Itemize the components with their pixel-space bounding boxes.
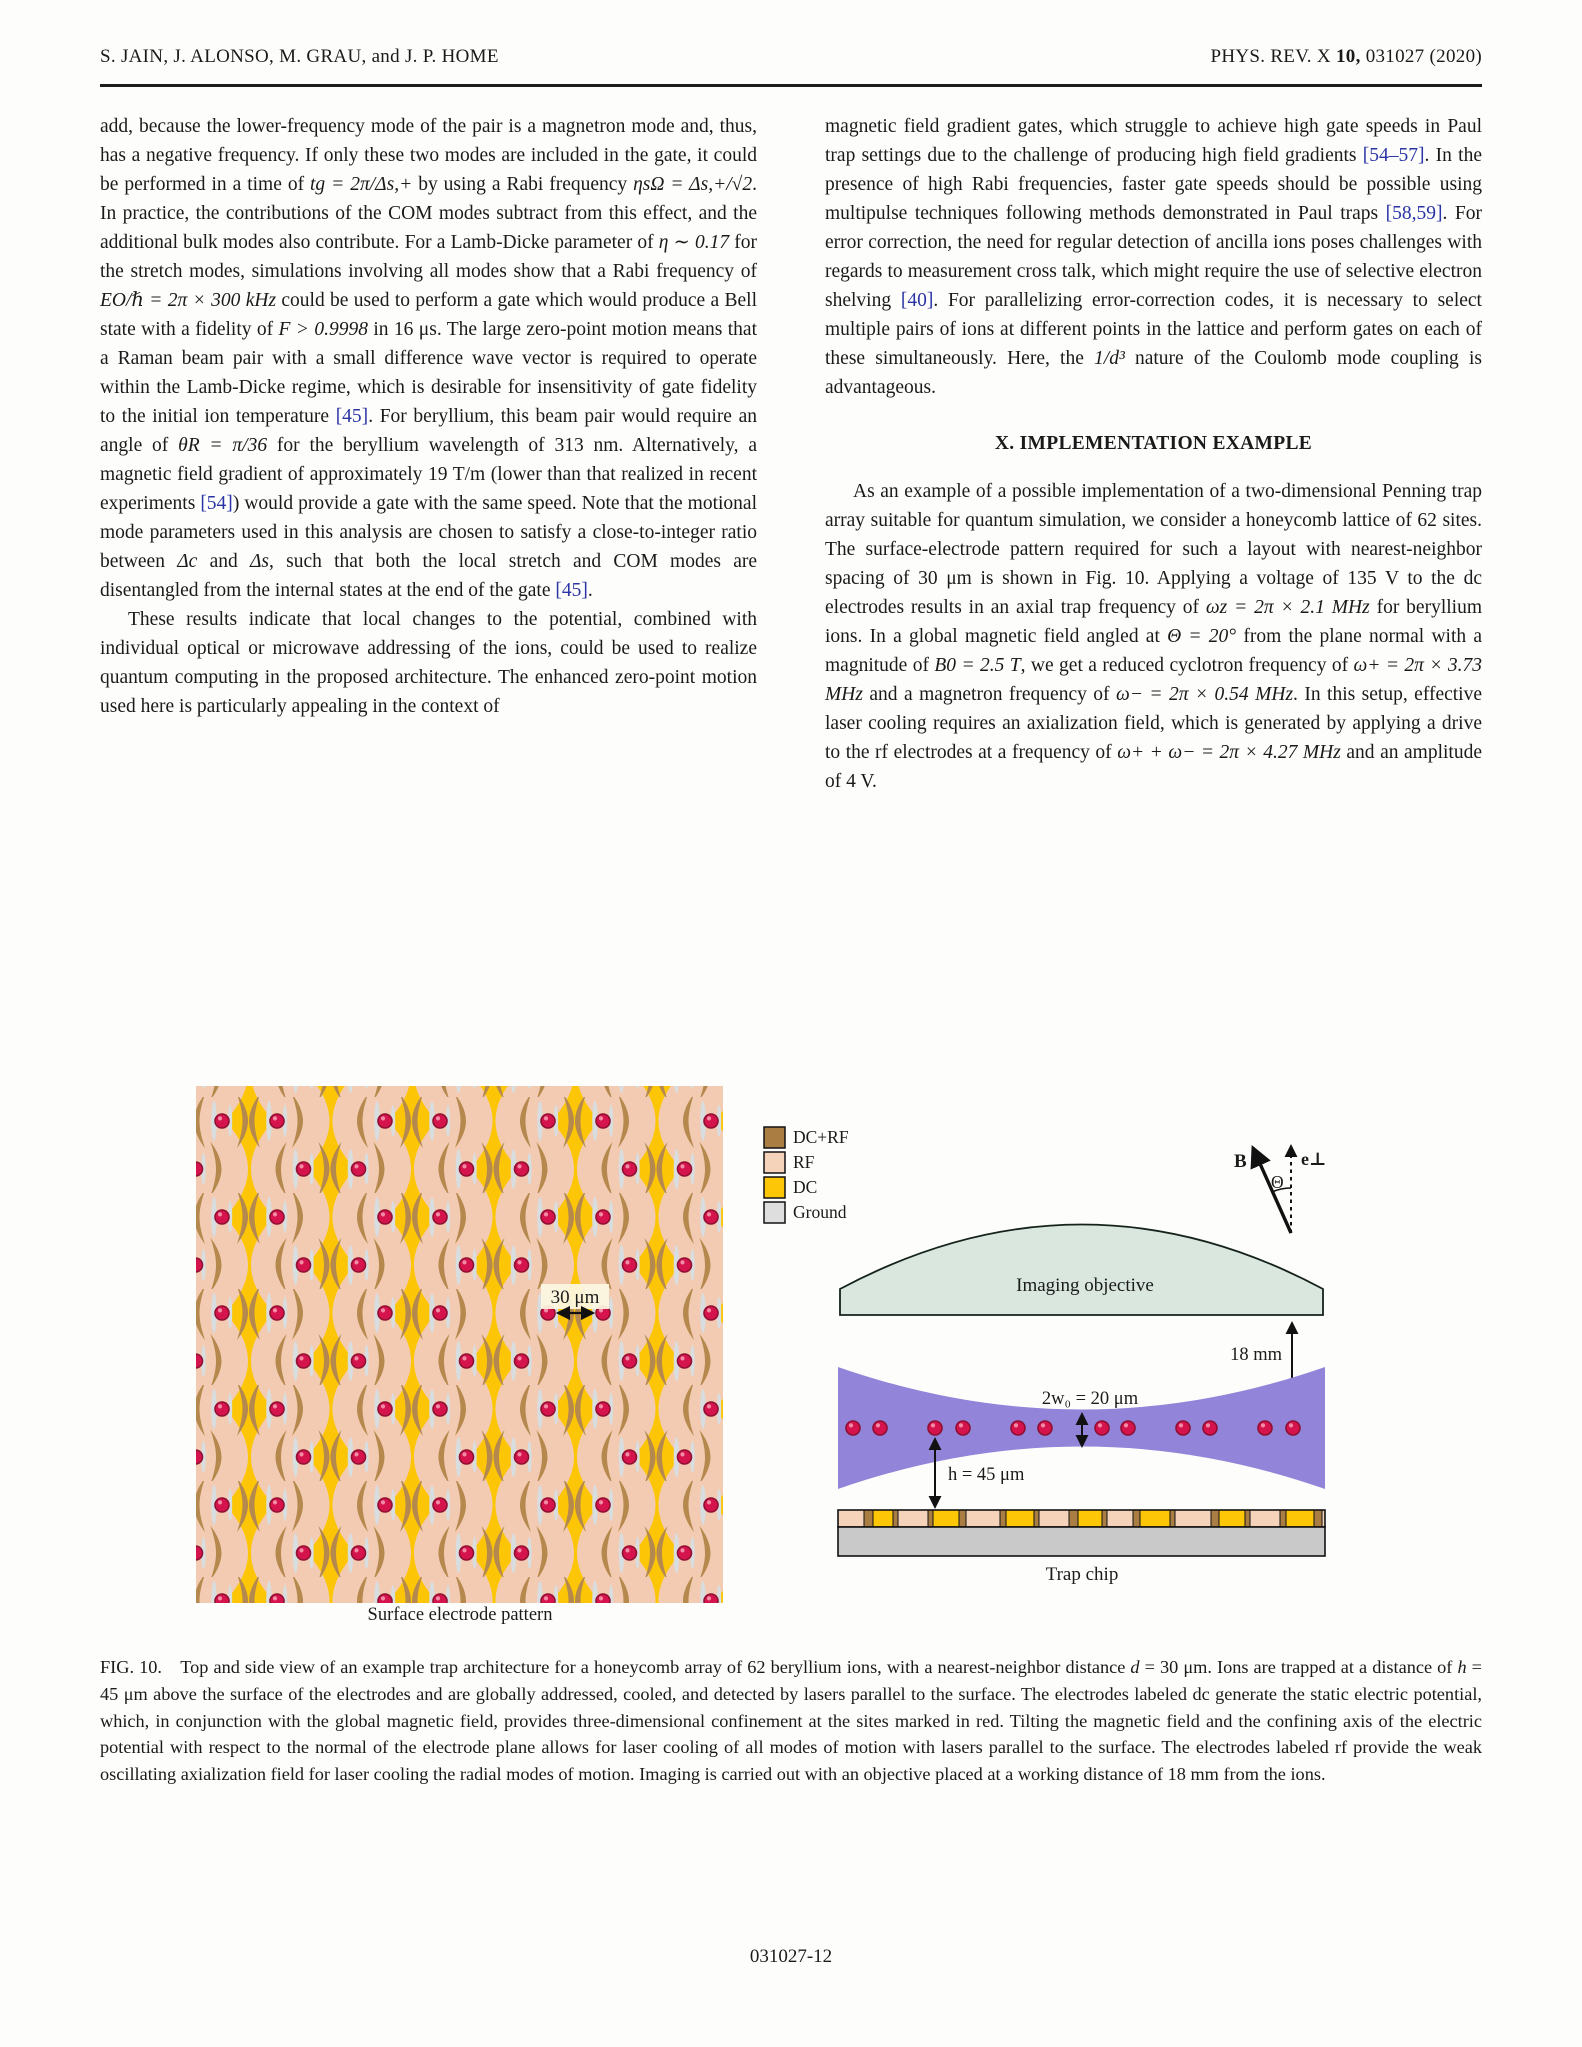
- text-segment: h: [1457, 1657, 1467, 1677]
- objective-label: Imaging objective: [1016, 1275, 1154, 1296]
- text-segment: Θ = 20°: [1167, 626, 1237, 647]
- text-segment: ω+ = 2π × 3.73 MHz: [825, 655, 1483, 705]
- text-segment: for beryllium ions. In a global magnetic field angled at: [825, 597, 1482, 647]
- text-segment: B0 = 2.5 T: [934, 655, 1021, 676]
- electrode-segment: [873, 1510, 893, 1527]
- text-segment: η ∼ 0.17: [658, 232, 730, 253]
- paragraph: [100, 605, 757, 721]
- citation-link[interactable]: [54]: [200, 493, 233, 514]
- ion-dot: [1203, 1421, 1217, 1435]
- paragraph: [825, 112, 1482, 402]
- text-segment: . In the presence of high Rabi frequencies, faster gate speeds should be possible using multipulse techniques following methods demonstrated in Paul traps: [825, 145, 1482, 224]
- section-heading: X. IMPLEMENTATION EXAMPLE: [994, 433, 1313, 454]
- electrode-segment: [838, 1510, 864, 1527]
- running-head-journal: PHYS. REV. X 10, 031027 (2020): [1210, 46, 1482, 67]
- e-perp-label: e⊥: [1301, 1149, 1327, 1169]
- text-segment: These results indicate that local changes to the potential, combined with individual optical or microwave addressing of the ions, could be used to realize quantum computing in the proposed architecture. The enhanced zero-point motion used here is particularly appealing in the context of: [100, 609, 757, 717]
- electrode-segment: [893, 1510, 898, 1527]
- text-segment: ηsΩ = Δs,+/√2: [633, 174, 753, 195]
- paragraph: [100, 112, 757, 605]
- text-segment: 1/d³: [1094, 348, 1125, 369]
- electrode-segment: [1314, 1510, 1322, 1527]
- electrode-segment: [898, 1510, 928, 1527]
- ion-dot: [1095, 1421, 1109, 1435]
- text-segment: . For parallelizing error-correction codes, it is necessary to select multiple pairs of ions at different points in the lattice and perform gates on each of these simultaneously. Here, the: [825, 290, 1482, 369]
- text-segment: . For beryllium, this beam pair would require an angle of: [100, 406, 758, 456]
- text-segment: by using a Rabi frequency: [412, 174, 634, 195]
- ion-dot: [1011, 1421, 1025, 1435]
- text-segment: EO/ℏ = 2π × 300 kHz: [100, 290, 277, 311]
- trap-chip-label: Trap chip: [1045, 1564, 1119, 1585]
- text-segment: θR = π/36: [178, 435, 268, 456]
- text-segment: , such that both the local stretch and COM modes are disentangled from the internal states at the end of the gate: [100, 551, 758, 601]
- ion-dot: [1286, 1421, 1300, 1435]
- text-segment: . For error correction, the need for regular detection of ancilla ions poses challenges with regards to measurement cross talk, which might require the use of selective electron shelving: [825, 203, 1483, 311]
- electrode-segment: [1039, 1510, 1069, 1527]
- electrode-segment: [1078, 1510, 1102, 1527]
- ion-dot: [846, 1421, 860, 1435]
- electrode-segment: [1280, 1510, 1286, 1527]
- electrode-segment: [1175, 1510, 1211, 1527]
- citation-link[interactable]: [58,59]: [1385, 203, 1443, 224]
- legend-swatch-dcrf: [764, 1127, 785, 1148]
- figure-10: [100, 1080, 1482, 1628]
- legend-label-ground: Ground: [793, 1202, 847, 1222]
- ion-height-label: h = 45 μm: [948, 1465, 1025, 1485]
- citation-link[interactable]: [54–57]: [1362, 145, 1425, 166]
- ion-dot: [873, 1421, 887, 1435]
- text-segment: ωz = 2π × 2.1 MHz: [1205, 597, 1370, 618]
- ion-dot: [1258, 1421, 1272, 1435]
- electrode-segment: [1069, 1510, 1078, 1527]
- chip-substrate: [838, 1527, 1325, 1556]
- text-segment: , we get a reduced cyclotron frequency of: [1020, 655, 1354, 676]
- electrode-segment: [1133, 1510, 1140, 1527]
- text-segment: = 30 μm. Ions are trapped at a distance of: [1139, 1657, 1458, 1677]
- text-segment: and: [197, 551, 250, 572]
- trap-chip: [838, 1510, 1325, 1585]
- text-segment: magnetic field gradient gates, which struggle to achieve high gate speeds in Paul trap settings due to the challenge of producing high field gradients: [825, 116, 1482, 166]
- side-view-panel: [764, 1127, 1326, 1585]
- electrode-segment: [864, 1510, 873, 1527]
- electrode-segment: [1034, 1510, 1039, 1527]
- objective-lens: [840, 1225, 1323, 1316]
- electrode-strip: [838, 1510, 1325, 1527]
- text-segment: F > 0.9998: [278, 319, 368, 340]
- text-segment: ω+ + ω− = 2π × 4.27 MHz: [1117, 742, 1341, 763]
- working-distance-label: 18 mm: [1230, 1345, 1282, 1365]
- electrode-segment: [1250, 1510, 1280, 1527]
- ion-dot: [1176, 1421, 1190, 1435]
- electrode-segment: [1000, 1510, 1006, 1527]
- text-segment: Δs: [249, 551, 270, 572]
- text-segment: tg = 2π/Δs,+: [310, 174, 413, 195]
- text-segment: FIG. 10. Top and side view of an example trap architecture for a honeycomb array of 62 beryllium ions, with a nearest-neighbor distance: [100, 1657, 1131, 1677]
- left-column: [100, 112, 757, 721]
- legend-label-dcrf: DC+RF: [793, 1127, 849, 1147]
- electrode-segment: [1211, 1510, 1219, 1527]
- right-column: [825, 112, 1482, 796]
- electrode-segment: [966, 1510, 1000, 1527]
- citation-link[interactable]: [40]: [900, 290, 934, 311]
- text-segment: Δc: [177, 551, 198, 572]
- legend-swatch-ground: [764, 1202, 785, 1223]
- legend-swatch-dc: [764, 1177, 785, 1198]
- scale-bar: [541, 1284, 609, 1313]
- text-segment: add, because the lower-frequency mode of the pair is a magnetron mode and, thus, has a negative frequency. If only these two modes are included in the gate, it could be performed in a time of: [100, 116, 757, 195]
- text-segment: ) would provide a gate with the same speed. Note that the motional mode parameters used in this analysis are chosen to satisfy a close-to-integer ratio between: [100, 493, 757, 572]
- header-rule: [100, 84, 1482, 87]
- page-number: 031027-12: [749, 1946, 833, 1967]
- electrode-segment: [1102, 1510, 1107, 1527]
- text-segment: from the plane normal with a magnitude of: [825, 626, 1482, 676]
- electrode-segment: [1107, 1510, 1133, 1527]
- text-segment: . In this setup, effective laser cooling requires an axialization field, which is generated by applying a drive to the rf electrodes at a frequency of: [825, 684, 1482, 763]
- electrode-segment: [933, 1510, 959, 1527]
- scale-bar-label: 30 μm: [550, 1287, 600, 1308]
- text-segment: and a magnetron frequency of: [862, 684, 1116, 705]
- field-angle-diagram: [1234, 1146, 1326, 1233]
- text-segment: in 16 μs. The large zero-point motion means that a Raman beam pair with a small difference wave vector is required to operate within the Lamb-Dicke regime, which is desirable for insensitivity of gate fidelity to the initial ion temperature: [100, 319, 757, 427]
- legend-label-dc: DC: [793, 1177, 818, 1197]
- text-segment: and an amplitude of 4 V.: [825, 742, 1483, 792]
- text-segment: .: [587, 580, 593, 601]
- imaging-objective: [840, 1225, 1323, 1316]
- citation-link[interactable]: [45]: [335, 406, 369, 427]
- text-segment: for the beryllium wavelength of 313 nm. Alternatively, a magnetic field gradient of approximately 19 T/m (lower than that realized in recent experiments: [100, 435, 757, 514]
- electrode-segment: [1245, 1510, 1250, 1527]
- ion-dot: [1121, 1421, 1135, 1435]
- ion-dot: [956, 1421, 970, 1435]
- text-segment: nature of the Coulomb mode coupling is advantageous.: [825, 348, 1482, 398]
- beam-waist-label: 2w₀ = 20 μm: [1041, 1389, 1139, 1409]
- b-field-label: B: [1234, 1151, 1247, 1172]
- text-segment: . In practice, the contributions of the COM modes subtract from this effect, and the additional bulk modes also contribute. For a Lamb-Dicke parameter of: [100, 174, 757, 253]
- electrode-segment: [928, 1510, 933, 1527]
- ion-dot: [1038, 1421, 1052, 1435]
- text-segment: = 45 μm above the surface of the electrodes and are globally addressed, cooled, and detected by lasers parallel to the surface. The electrodes labeled dc generate the static electric potential, which, in conjunction with the global magnetic field, provides three-dimensional confinement at the sites marked in red. Tilting the magnetic field and the confining axis of the electric potential with respect to the normal of the electrode plane allows for laser cooling of all modes of motion with lasers parallel to the surface. The electrodes labeled rf provide the weak oscillating axialization field for laser cooling the radial modes of motion. Imaging is carried out with an objective placed at a working distance of 18 mm from the ions.: [100, 1657, 1482, 1785]
- surface-pattern-caption: Surface electrode pattern: [367, 1605, 553, 1625]
- electrode-segment: [1219, 1510, 1245, 1527]
- text-segment: ω− = 2π × 0.54 MHz: [1116, 684, 1294, 705]
- electrode-segment: [1170, 1510, 1175, 1527]
- citation-link[interactable]: [45]: [555, 580, 588, 601]
- figure-legend: [764, 1127, 849, 1223]
- electrode-segment: [1286, 1510, 1314, 1527]
- surface-electrode-pattern-panel: [196, 1086, 723, 1625]
- ion-dot: [928, 1421, 942, 1435]
- electrode-segment: [959, 1510, 966, 1527]
- electrode-segment: [1006, 1510, 1034, 1527]
- theta-label: Θ: [1271, 1172, 1284, 1192]
- paragraph: [825, 477, 1482, 796]
- text-segment: As an example of a possible implementation of a two-dimensional Penning trap array suitable for quantum simulation, we consider a honeycomb lattice of 62 sites. The surface-electrode pattern required for such a layout with nearest-neighbor spacing of 30 μm is shown in Fig. 10. Applying a voltage of 135 V to the dc electrodes results in an axial trap frequency of: [825, 481, 1482, 618]
- text-segment: for the stretch modes, simulations involving all modes show that a Rabi frequency of: [100, 232, 757, 282]
- electrode-segment: [1140, 1510, 1170, 1527]
- text-segment: d: [1130, 1657, 1140, 1677]
- legend-swatch-rf: [764, 1152, 785, 1173]
- running-head-authors: S. JAIN, J. ALONSO, M. GRAU, and J. P. HOME: [100, 46, 499, 67]
- text-segment: could be used to perform a gate which would produce a Bell state with a fidelity of: [100, 290, 758, 340]
- legend-label-rf: RF: [793, 1152, 815, 1172]
- figure-caption: [100, 1654, 1482, 1788]
